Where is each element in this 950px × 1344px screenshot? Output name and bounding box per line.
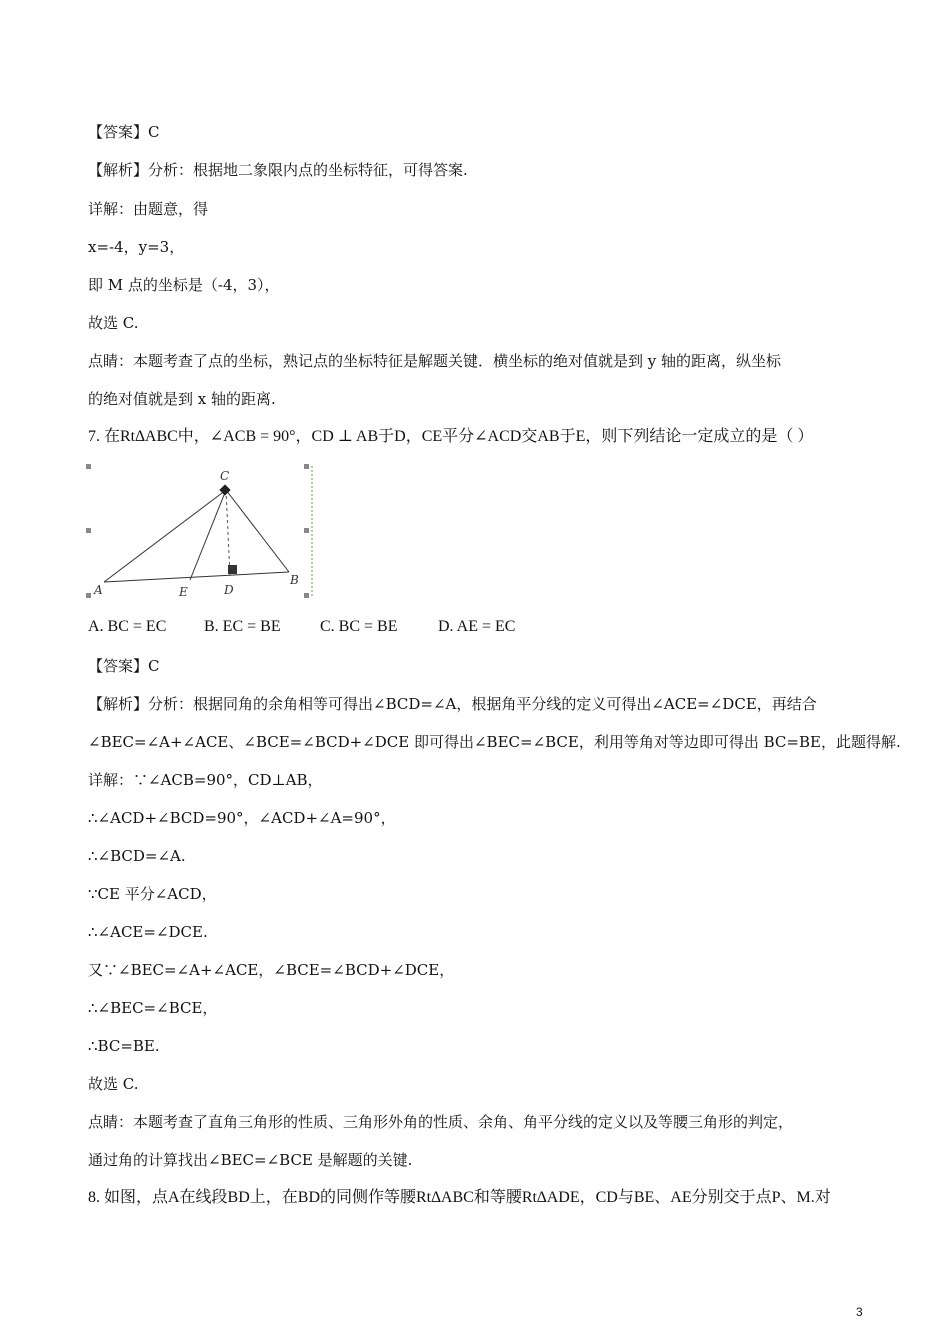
q7-analysis-2: ∠BEC=∠A+∠ACE、∠BCE=∠BCD+∠DCE 即可得出∠BEC=∠BCE，利用等角对等边即可得出 BC=BE，此题得解.: [88, 733, 901, 751]
handle-icon: [304, 593, 309, 598]
q7-option-d: D. AE = EC: [438, 618, 516, 635]
triangle-figure: [84, 462, 320, 602]
label-e: E: [179, 585, 188, 599]
q7-comment-2: 通过角的计算找出∠BEC=∠BCE 是解题的关键.: [88, 1151, 413, 1169]
label-a: A: [94, 583, 103, 597]
q6-step-1: x=-4，y=3，: [88, 238, 185, 256]
handle-icon: [86, 528, 91, 533]
label-c: C: [220, 469, 230, 483]
label-d: D: [224, 583, 234, 597]
q6-step-2: 即 M 点的坐标是（-4，3），: [88, 276, 280, 294]
side-ab: [104, 572, 289, 582]
handle-icon: [304, 528, 309, 533]
q6-detail-title: 详解：由题意，得: [88, 200, 209, 218]
q7-detail-7: ∴∠BEC=∠BCE，: [88, 999, 218, 1017]
handle-icon: [86, 593, 91, 598]
handle-icon: [304, 464, 309, 469]
q7-answer: 【答案】C: [88, 657, 160, 675]
side-cb: [226, 490, 289, 572]
q6-answer: 【答案】C: [88, 123, 160, 141]
label-b: B: [290, 573, 299, 587]
q7-detail-3: ∴∠BCD=∠A.: [88, 847, 186, 865]
q7-detail-2: ∴∠ACD+∠BCD=90°，∠ACD+∠A=90°，: [88, 809, 396, 827]
q6-choice: 故选 C.: [88, 314, 139, 332]
q7-detail-4: ∵CE 平分∠ACD，: [88, 885, 217, 903]
q7-detail-1: 详解：∵∠ACB=90°，CD⊥AB，: [88, 771, 323, 789]
q7-option-c: C. BC = BE: [320, 618, 398, 635]
q6-comment-1: 点睛：本题考查了点的坐标，熟记点的坐标特征是解题关键．横坐标的绝对值就是到 y 轴的距离，纵坐标: [88, 352, 782, 370]
handle-icon: [86, 464, 91, 469]
right-angle-d-icon: [228, 565, 237, 574]
q8-stem: 8. 如图，点A在线段BD上，在BD的同侧作等腰Rt∆ABC和等腰Rt∆ADE，CD与BE、AE分别交于点P、M.对: [88, 1189, 831, 1206]
q7-option-a: A. BC = EC: [88, 618, 167, 635]
q7-option-b: B. EC = BE: [204, 618, 281, 635]
q7-choice: 故选 C.: [88, 1075, 139, 1093]
q7-detail-8: ∴BC=BE.: [88, 1037, 160, 1055]
q7-detail-6: 又∵∠BEC=∠A+∠ACE，∠BCE=∠BCD+∠DCE，: [88, 961, 455, 979]
q6-analysis: 【解析】分析：根据地二象限内点的坐标特征，可得答案.: [88, 161, 468, 179]
q6-comment-2: 的绝对值就是到 x 轴的距离.: [88, 390, 276, 408]
q7-stem: 7. 在Rt∆ABC中，∠ACB = 90°，CD ⊥ AB于D，CE平分∠ACD交AB于E，则下列结论一定成立的是（ ）: [88, 428, 814, 445]
page-number: 3: [856, 1305, 863, 1319]
altitude-cd: [226, 490, 230, 576]
q7-comment-1: 点睛：本题考查了直角三角形的性质、三角形外角的性质、余角、角平分线的定义以及等腰三角形的判定，: [88, 1113, 794, 1131]
q7-detail-5: ∴∠ACE=∠DCE.: [88, 923, 208, 941]
q7-analysis-1: 【解析】分析：根据同角的余角相等可得出∠BCD=∠A，根据角平分线的定义可得出∠ACE=∠DCE，再结合: [88, 695, 817, 713]
